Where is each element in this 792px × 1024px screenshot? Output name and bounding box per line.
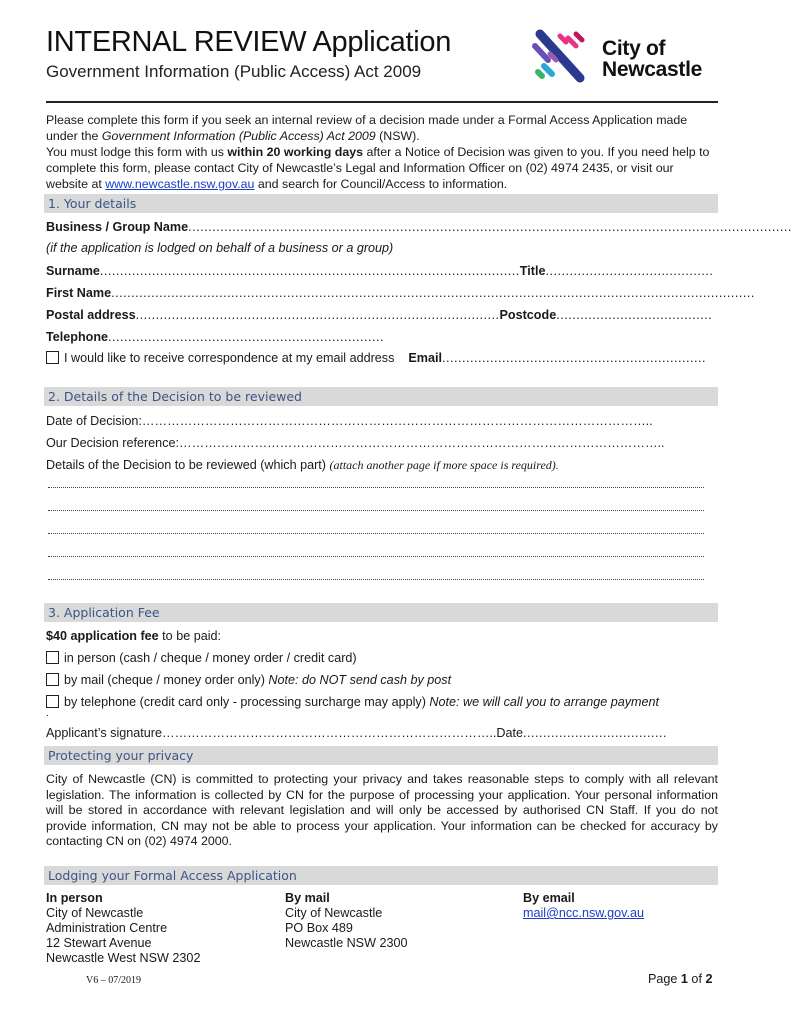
mail-checkbox[interactable] (46, 673, 59, 686)
details-line-1[interactable] (48, 486, 704, 488)
by-mail-line: City of Newcastle (285, 906, 383, 920)
signature-date-row[interactable]: Applicant’s signature……………………………………………………………………..Date.................................... (46, 726, 667, 740)
in-person-line: Newcastle West NSW 2302 (46, 951, 201, 965)
by-mail-line: PO Box 489 (285, 921, 353, 935)
business-name-label: Business / Group Name (46, 220, 189, 234)
first-name-label: First Name (46, 286, 112, 300)
privacy-heading: Protecting your privacy (44, 746, 718, 765)
intro-text (46, 112, 718, 192)
logo-wordmark (602, 38, 702, 80)
telephone-field[interactable]: Telephone..................................................................... (46, 330, 384, 344)
decision-reference-field[interactable]: Our Decision reference:…………………………………………………………………………………………………….. (46, 436, 665, 450)
page-current: 1 (680, 972, 688, 986)
city-of-newcastle-logo (530, 28, 720, 88)
in-person-title: In person (46, 891, 103, 905)
fee-statement (46, 629, 718, 643)
intro-p1-text: Please complete this form if you seek an internal review of a decision made under a Formal Access Application made under the (46, 113, 688, 143)
intro-p1-end: (NSW). (375, 129, 420, 143)
details-line-3[interactable] (48, 532, 704, 534)
lodge-in-person (46, 891, 200, 966)
fee-amount: $40 application fee (46, 629, 159, 643)
postcode-label: Postcode (499, 308, 557, 322)
intro-act-name: Government Information (Public Access) Act 2009 (101, 129, 376, 143)
section-fee-heading: 3. Application Fee (44, 603, 718, 622)
in-person-label: in person (cash / cheque / money order / credit card) (64, 651, 357, 665)
page-subtitle: Government Information (Public Access) Act 2009 (46, 62, 422, 81)
intro-paragraph-1 (46, 112, 718, 144)
logo-mark-icon (530, 28, 594, 84)
page-of: of (687, 972, 706, 986)
page-total: 2 (705, 972, 713, 986)
first-name-field[interactable]: First Name................................................................................................................................................................. (46, 286, 755, 300)
email-label: Email (408, 351, 443, 365)
surname-title-row[interactable]: Surname.........................................................................................................Title.......................................... (46, 264, 714, 278)
postal-address-label: Postal address (46, 308, 136, 322)
telephone-checkbox[interactable] (46, 695, 59, 708)
in-person-line: 12 Stewart Avenue (46, 936, 152, 950)
email-preference-checkbox[interactable] (46, 351, 59, 364)
fee-rest: to be paid: (158, 629, 222, 643)
email-link[interactable]: mail@ncc.nsw.gov.au (523, 906, 645, 920)
lodge-by-email (523, 891, 644, 921)
by-mail-line: Newcastle NSW 2300 (285, 936, 408, 950)
by-mail-title: By mail (285, 891, 330, 905)
in-person-line: Administration Centre (46, 921, 168, 935)
telephone-payment-note: Note: we will call you to arrange payment (429, 695, 660, 709)
by-email-title: By email (523, 891, 575, 905)
intro-p2-text: You must lodge this form with us (46, 145, 228, 159)
mail-label: by mail (cheque / money order only) (64, 673, 269, 687)
page-number (648, 972, 712, 986)
surname-label: Surname (46, 264, 100, 278)
intro-p2-end: and search for Council/Access to information. (254, 177, 508, 191)
page-prefix: Page (648, 972, 681, 986)
in-person-line: City of Newcastle (46, 906, 144, 920)
fee-option-in-person (46, 651, 718, 665)
title-label: Title (519, 264, 546, 278)
decision-reference-label: Our Decision reference: (46, 436, 179, 450)
decision-details-note: (attach another page if more space is required). (329, 458, 559, 472)
header-divider (46, 101, 718, 103)
logo-line-1: City of (602, 37, 666, 60)
lodge-by-mail (285, 891, 408, 951)
details-line-4[interactable] (48, 555, 704, 557)
privacy-text: City of Newcastle (CN) is committed to protecting your privacy and takes reasonable steps to comply with all relevant legislation. The information is collected by CN for the purpose of processing your application. Your personal information will be stored in accordance with relevant legislation and will only be accessed by authorised CN Staff. If you do not provide information, CN may not be able to process your application. Your information can be checked for accuracy by contacting CN on (02) 4974 2000. (46, 772, 718, 848)
section-your-details-heading: 1. Your details (44, 194, 718, 213)
lodging-heading: Lodging your Formal Access Application (44, 866, 718, 885)
mail-note: Note: do NOT send cash by post (268, 673, 452, 687)
details-line-5[interactable] (48, 578, 704, 580)
in-person-checkbox[interactable] (46, 651, 59, 664)
page-title: INTERNAL REVIEW Application (46, 26, 452, 58)
signature-label: Applicant’s signature (46, 726, 162, 740)
decision-details-label: Details of the Decision to be reviewed (which part) (46, 458, 330, 472)
email-preference-row (46, 351, 718, 365)
business-name-field[interactable]: Business / Group Name....................................................................................................................................................... (46, 220, 792, 234)
decision-date-label: Date of Decision: (46, 414, 142, 428)
email-field[interactable]: .................................................................. (442, 351, 706, 365)
intro-deadline: within 20 working days (227, 145, 363, 159)
email-preference-label: I would like to receive correspondence at my email address (64, 351, 395, 365)
stray-period: . (46, 708, 49, 719)
telephone-label: Telephone (46, 330, 109, 344)
signature-date-label: Date (496, 726, 524, 740)
website-link[interactable]: www.newcastle.nsw.gov.au (105, 177, 255, 191)
decision-date-field[interactable]: Date of Decision:………………………………………………………………………………………………………….. (46, 414, 653, 428)
section-decision-heading: 2. Details of the Decision to be reviewed (44, 387, 718, 406)
decision-details-label-row (46, 458, 718, 473)
fee-option-telephone (46, 695, 718, 709)
logo-line-2: Newcastle (602, 58, 703, 81)
fee-option-mail (46, 673, 718, 687)
intro-paragraph-2 (46, 144, 718, 192)
business-note: (if the application is lodged on behalf of a business or a group) (46, 241, 394, 255)
version-label: V6 – 07/2019 (86, 975, 141, 986)
postal-address-row[interactable]: Postal address...........................................................................................Postcode....................................... (46, 308, 713, 322)
telephone-payment-label: by telephone (credit card only - processing surcharge may apply) (64, 695, 430, 709)
intro-p2-mid: after a Notice of Decision was given to you. If you need help to complete this form, please contact City of Newcastle’s Legal and Information Officer on (02) 4974 2435, or visit our website at (46, 145, 710, 191)
details-line-2[interactable] (48, 509, 704, 511)
